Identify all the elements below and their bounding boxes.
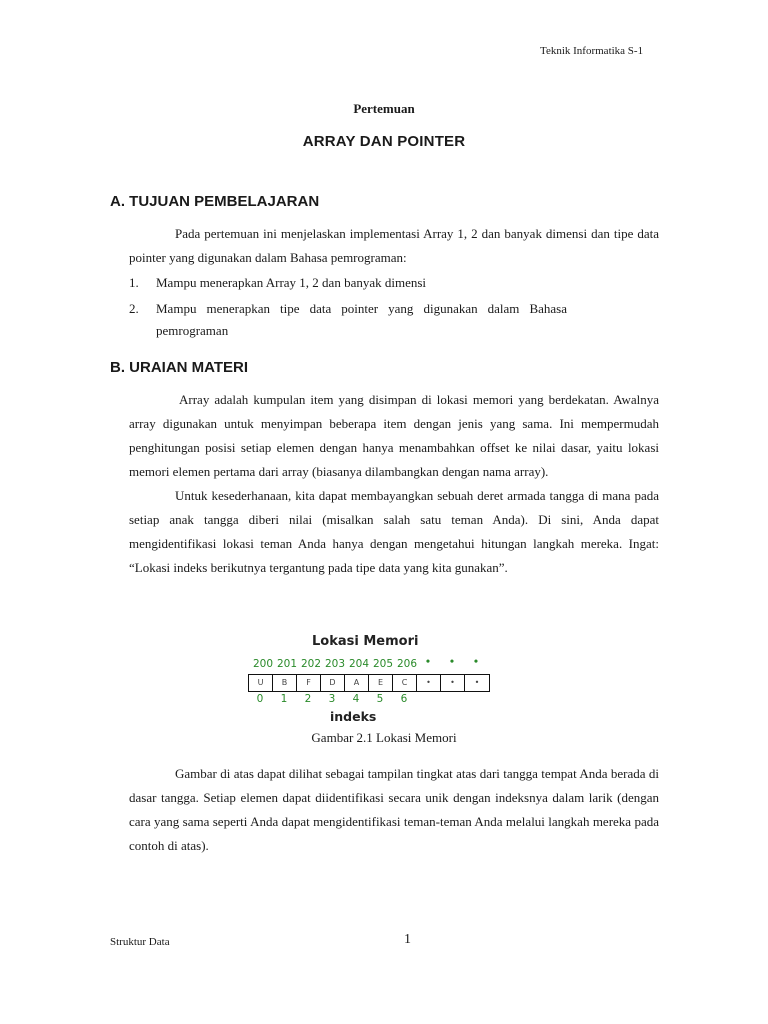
list-text: Mampu menerapkan Array 1, 2 dan banyak dimensi [156,275,427,290]
meeting-label: Pertemuan [353,101,415,116]
list-item [129,272,659,295]
index-label: 0 [256,693,264,705]
figure-index-label: indeks [330,709,377,724]
section-a-intro-text: Pada pertemuan ini menjelaskan implementasi Array 1, 2 dan banyak dimensi dan tipe data pointer yang digunakan dalam Bahasa pemrograman: [129,226,659,265]
page-number: 1 [404,932,411,947]
array-cell: C [393,675,417,691]
address-label: 204 [348,658,370,670]
section-a-heading: A. TUJUAN PEMBELAJARAN [110,193,320,210]
address-ellipsis [416,654,488,669]
header-program: Teknik Informatika S-1 [540,45,644,57]
array-cell: • [441,675,465,691]
address-label: 206 [396,658,418,670]
list-text: Mampu menerapkan tipe data pointer yang digunakan dalam Bahasa pemrograman [156,300,567,338]
section-b-heading: B. URAIAN MATERI [110,359,249,376]
array-cells [248,674,490,692]
address-label: 205 [372,658,394,670]
array-cell: • [474,678,480,687]
array-cell: E [369,675,393,691]
ellipsis-dot: • [473,654,479,668]
footer-course: Struktur Data [110,936,170,948]
index-label: 3 [328,693,336,705]
section-a-intro [129,222,659,270]
ellipsis-dot: • [449,654,455,668]
section-b-after-figure [129,762,659,858]
array-cell: B [273,675,297,691]
page-title: ARRAY DAN POINTER [302,133,466,150]
array-cell: F [297,675,321,691]
index-label: 2 [304,693,312,705]
objectives-list [129,272,659,343]
address-label: 201 [276,658,298,670]
list-number: 2. [129,300,139,316]
index-row [248,693,416,705]
list-number: 1. [129,275,139,290]
address-label: 202 [300,658,322,670]
address-row [251,658,419,670]
array-cell: D [321,675,345,691]
ellipsis-dot: • [425,654,431,668]
paragraph-array-definition: Array adalah kumpulan item yang disimpan di lokasi memori yang berdekatan. Awalnya array digunakan untuk menyimpan beberapa item dengan jenis yang sama. Ini mempermudah penghitungan posisi setiap elemen dengan hanya menambahkan offset ke nilai dasar, yaitu lokasi memori elemen pertama dari array (biasanya dilambangkan dengan nama array). [129,392,659,479]
index-label: 5 [376,693,384,705]
address-label: 203 [324,658,346,670]
array-cell: U [249,675,273,691]
section-b-body [129,388,659,580]
index-label: 1 [280,693,288,705]
list-item [129,298,659,343]
index-label: 6 [400,693,408,705]
paragraph-stairs-analogy: Untuk kesederhanaan, kita dapat membayangkan sebuah deret armada tangga di mana pada setiap anak tangga diberi nilai (misalkan salah satu teman Anda). Di sini, Anda dapat mengidentifikasi lokasi teman Anda hanya dengan mengetahui hitungan langkah mereka. Ingat: “Lokasi indeks berikutnya tergantung pada tipe data yang kita gunakan”. [129,488,659,575]
figure-caption: Gambar 2.1 Lokasi Memori [311,730,457,745]
paragraph-figure-explanation: Gambar di atas dapat dilihat sebagai tampilan tingkat atas dari tangga tempat Anda berada di dasar tangga. Setiap elemen dapat diidentifikasi secara unik dengan indeksnya dalam larik (dengan cara yang sama seperti Anda dapat mengidentifikasi teman-teman Anda melalui langkah mereka pada contoh di atas). [129,766,659,853]
array-cell: • [417,675,441,691]
index-label: 4 [352,693,360,705]
figure-title: Lokasi Memori [312,634,419,649]
address-label: 200 [252,658,274,670]
memory-location-figure [248,634,480,726]
array-cell: A [345,675,369,691]
